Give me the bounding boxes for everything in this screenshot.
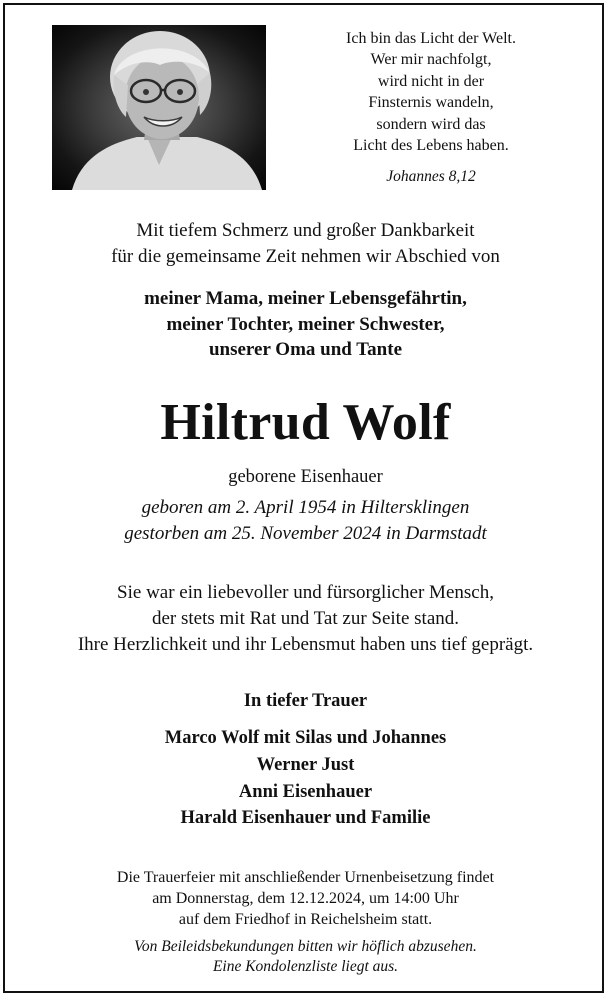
- verse-line: sondern wird das: [376, 115, 486, 133]
- mourners-list: [0, 725, 611, 832]
- tribute-line: Ihre Herzlichkeit und ihr Lebensmut haben uns tief geprägt.: [77, 633, 534, 655]
- birth-date: geboren am 2. April 1954 in Hiltersklingen: [141, 497, 470, 518]
- tribute-text: [0, 580, 611, 657]
- mourner-name: Anni Eisenhauer: [238, 781, 373, 802]
- mourner-name: Werner Just: [256, 754, 355, 775]
- mourner-name: Marco Wolf mit Silas und Johannes: [164, 728, 447, 748]
- mourning-heading: In tiefer Trauer: [243, 691, 368, 711]
- condolence-note: [0, 937, 611, 977]
- verse-line: Wer mir nachfolgt,: [370, 51, 492, 69]
- funeral-line: am Donnerstag, dem 12.12.2024, um 14:00 Uhr: [152, 890, 459, 907]
- tribute-line: der stets mit Rat und Tat zur Seite stand.: [151, 607, 459, 629]
- intro-line: für die gemeinsame Zeit nehmen wir Abschied von: [111, 245, 500, 267]
- verse-line: Licht des Lebens haben.: [353, 137, 509, 155]
- intro-text: [0, 218, 611, 269]
- verse-line: Finsternis wandeln,: [368, 94, 494, 112]
- funeral-line: Die Trauerfeier mit anschließender Urnenbeisetzung findet: [116, 869, 495, 886]
- note-line: Von Beileidsbekundungen bitten wir höflich abzusehen.: [134, 938, 477, 955]
- portrait-photo: [52, 25, 266, 190]
- life-dates: [0, 495, 611, 547]
- note-line: Eine Kondolenzliste liegt aus.: [212, 958, 399, 975]
- death-date: gestorben am 25. November 2024 in Darmstadt: [124, 523, 487, 544]
- verse-line: wird nicht in der: [377, 72, 485, 90]
- verse-line: Ich bin das Licht der Welt.: [346, 30, 516, 47]
- funeral-line: auf dem Friedhof in Reichelsheim statt.: [178, 911, 433, 928]
- bible-verse: [306, 28, 556, 188]
- maiden-name: geborene Eisenhauer: [228, 467, 383, 487]
- mourner-name: Harald Eisenhauer und Familie: [180, 808, 431, 829]
- portrait-image: [52, 25, 266, 190]
- relation-line: unserer Oma und Tante: [208, 339, 403, 360]
- relations-text: [0, 286, 611, 363]
- verse-reference: Johannes 8,12: [386, 168, 476, 186]
- tribute-line: Sie war ein liebevoller und fürsorglicher Mensch,: [117, 582, 494, 603]
- deceased-name: Hiltrud Wolf: [160, 394, 451, 451]
- relation-line: meiner Mama, meiner Lebensgefährtin,: [144, 288, 467, 309]
- funeral-details: [0, 867, 611, 930]
- intro-line: Mit tiefem Schmerz und großer Dankbarkeit: [136, 220, 475, 241]
- relation-line: meiner Tochter, meiner Schwester,: [166, 313, 445, 335]
